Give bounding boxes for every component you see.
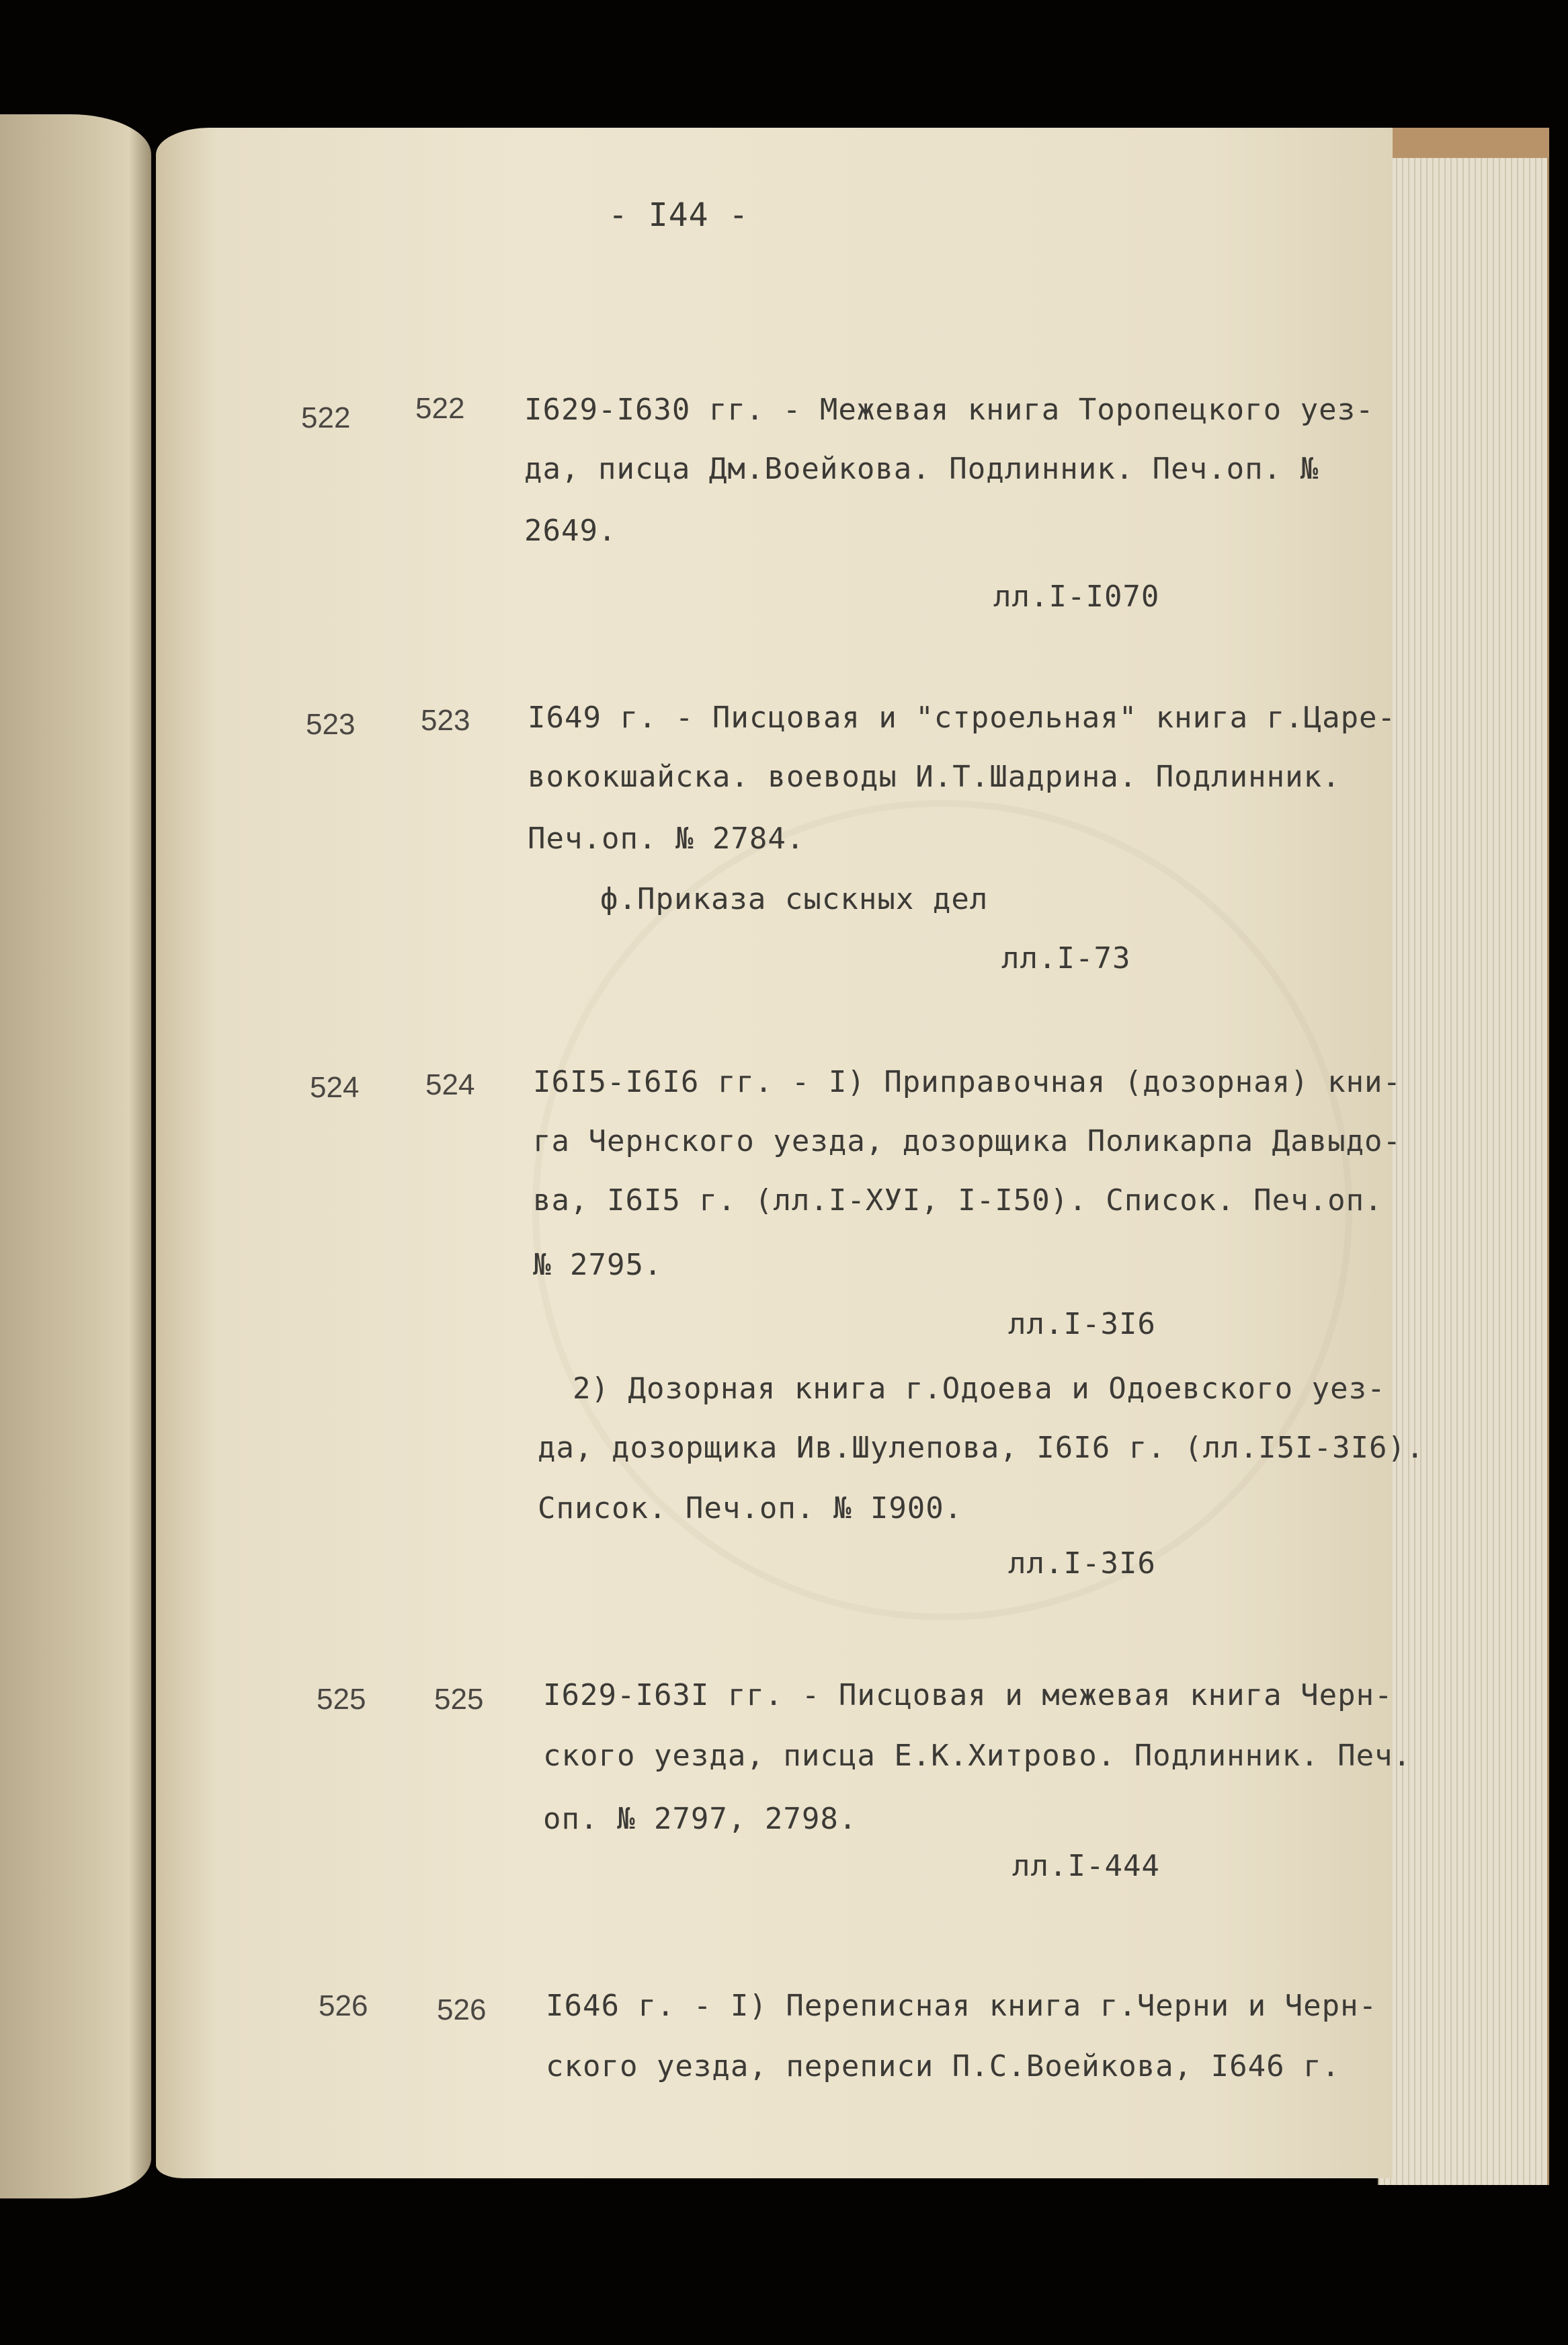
item-number: 522	[415, 392, 465, 425]
archive-number: 525	[317, 1683, 366, 1716]
item-number: 525	[434, 1683, 484, 1716]
archive-number: 524	[310, 1071, 360, 1104]
page-edges	[1378, 134, 1547, 2185]
item-number: 524	[425, 1068, 475, 1101]
entry-line: І629-І63І гг. - Писцовая и межевая книга Черн-	[543, 1678, 1393, 1712]
archive-number: 522	[301, 401, 351, 434]
archive-number: 523	[306, 708, 356, 741]
entry-line: І629-І630 гг. - Межевая книга Торопецкого уез-	[524, 393, 1374, 427]
page-number: - І44 -	[608, 196, 749, 234]
entry-line: ского уезда, писца Е.К.Хитрово. Подлинник. Печ.	[543, 1739, 1412, 1773]
entry-line: І646 г. - І) Переписная книга г.Черни и Черн-	[546, 1989, 1378, 2023]
entry-line: ва, І6І5 г. (лл.І-ХУІ, І-І50). Список. Печ.оп.	[533, 1183, 1383, 1218]
entry-line: оп. № 2797, 2798.	[543, 1802, 858, 1836]
item-number: 523	[421, 704, 470, 737]
entry-line: 2649.	[524, 514, 617, 548]
entry-line: да, писца Дм.Воейкова. Подлинник. Печ.оп. №	[524, 452, 1319, 486]
archive-number: 526	[319, 1989, 368, 2022]
sheet-range: лл.І-3І6	[1008, 1546, 1156, 1581]
entry-line: Список. Печ.оп. № І900.	[538, 1491, 963, 1525]
fund-name: ф.Приказа сыскных дел	[600, 882, 989, 916]
sheet-range: лл.І-3І6	[1008, 1307, 1156, 1341]
entry-line: да, дозорщика Ив.Шулепова, І6І6 г. (лл.І5І-3І6).	[538, 1431, 1425, 1465]
entry-line: 2) Дозорная книга г.Одоева и Одоевского уез-	[573, 1372, 1386, 1406]
sheet-range: лл.І-444	[1012, 1849, 1160, 1883]
entry-line: № 2795.	[533, 1248, 663, 1282]
sheet-range: лл.І-І070	[993, 580, 1160, 614]
item-number: 526	[437, 1993, 487, 2026]
left-page	[0, 114, 151, 2198]
entry-line: І6І5-І6І6 гг. - І) Приправочная (дозорная) кни-	[533, 1065, 1402, 1099]
entry-line: Печ.оп. № 2784.	[528, 822, 805, 856]
sheet-range: лл.І-73	[1001, 941, 1131, 976]
entry-line: га Чернского уезда, дозорщика Поликарпа Давыдо-	[533, 1124, 1402, 1158]
entry-line: ского уезда, переписи П.С.Воейкова, І646 г.	[546, 2049, 1341, 2083]
book-cover-top	[1385, 128, 1549, 158]
entry-line: вококшайска. воеводы И.Т.Шадрина. Подлинник.	[528, 760, 1341, 794]
entry-line: І649 г. - Писцовая и "строельная" книга г.Царе-	[528, 701, 1397, 735]
